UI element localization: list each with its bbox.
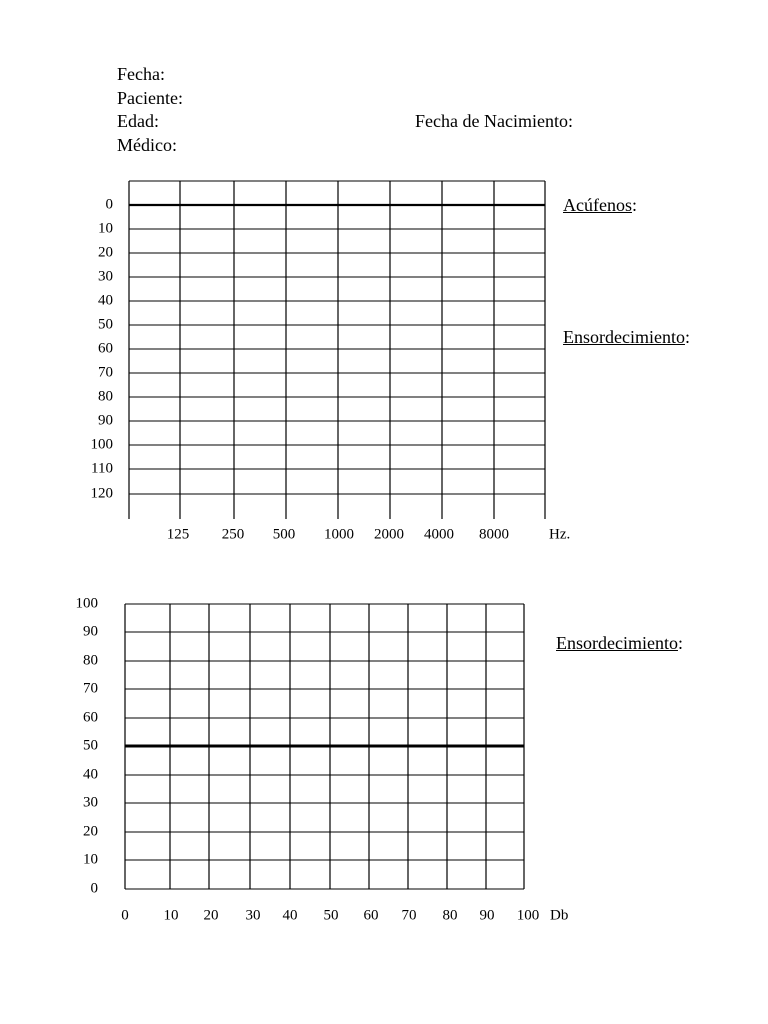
ensordecimiento-colon-2: :: [677, 633, 683, 653]
ensordecimiento-word-1: Ensordecimiento: [563, 327, 685, 347]
chart2-x-tick-label: 60: [363, 907, 379, 924]
paciente-label: Paciente:: [117, 88, 183, 108]
chart2-x-tick-label: 40: [282, 907, 298, 924]
chart1-x-tick-label: 8000: [479, 526, 509, 543]
chart2-y-tick-label: 60: [83, 709, 98, 726]
chart2-y-tick-label: 80: [83, 652, 98, 669]
chart2-x-tick-label: 70: [401, 907, 417, 924]
chart2-x-tick-label: 10: [163, 907, 179, 924]
fecha-nacimiento-label: Fecha de Nacimiento:: [415, 111, 573, 131]
chart1-y-tick-label: 80: [98, 388, 113, 405]
chart1-x-tick-label: 125: [166, 526, 190, 543]
chart1-x-tick-label: 1000: [324, 526, 354, 543]
chart2-x-tick-label: 80: [442, 907, 458, 924]
chart1-y-tick-label: 30: [98, 268, 113, 285]
ensordecimiento-colon-1: :: [684, 327, 690, 347]
chart1-y-tick-label: 0: [105, 196, 113, 213]
chart1-x-tick-label: 2000: [374, 526, 404, 543]
chart2-y-tick-label: 10: [83, 851, 98, 868]
chart1-x-unit-label: Hz.: [549, 526, 571, 543]
chart1-y-tick-label: 20: [98, 244, 113, 261]
chart1-y-tick-label: 90: [98, 412, 113, 429]
chart2-x-tick-label: 50: [323, 907, 339, 924]
acufenos-colon: :: [631, 195, 637, 215]
ensordecimiento-word-2: Ensordecimiento: [556, 633, 678, 653]
chart2-y-tick-label: 50: [83, 737, 98, 754]
chart1-y-tick-label: 120: [90, 485, 113, 502]
chart2-x-tick-label: 0: [121, 907, 129, 924]
fecha-label: Fecha:: [117, 64, 165, 84]
chart2-x-tick-label: 20: [203, 907, 219, 924]
chart2-y-tick-label: 90: [83, 623, 98, 640]
chart2-y-tick-label: 0: [90, 880, 98, 897]
medico-label: Médico:: [117, 135, 177, 155]
chart1-x-tick-label: 4000: [424, 526, 454, 543]
chart1-y-tick-label: 60: [98, 340, 113, 357]
chart2-x-tick-label: 90: [479, 907, 495, 924]
chart2-y-tick-label: 40: [83, 766, 98, 783]
chart1-y-tick-label: 70: [98, 364, 113, 381]
chart2-x-tick-label: 30: [245, 907, 261, 924]
chart1-y-tick-label: 10: [98, 220, 113, 237]
chart1-y-tick-label: 100: [90, 436, 113, 453]
chart2-x-unit-label: Db: [550, 907, 569, 924]
chart1-y-tick-label: 50: [98, 316, 113, 333]
edad-label: Edad:: [117, 111, 159, 131]
chart2-x-tick-label: 100: [516, 907, 540, 924]
chart2-y-tick-label: 100: [75, 595, 98, 612]
chart2-y-tick-label: 70: [83, 680, 98, 697]
chart1-x-tick-label: 500: [272, 526, 296, 543]
chart1-y-tick-label: 40: [98, 292, 113, 309]
acufenos-word: Acúfenos: [563, 195, 632, 215]
chart2-y-tick-label: 20: [83, 823, 98, 840]
chart1-x-tick-label: 250: [221, 526, 245, 543]
chart2-y-tick-label: 30: [83, 794, 98, 811]
chart1-y-tick-label: 110: [91, 460, 113, 477]
